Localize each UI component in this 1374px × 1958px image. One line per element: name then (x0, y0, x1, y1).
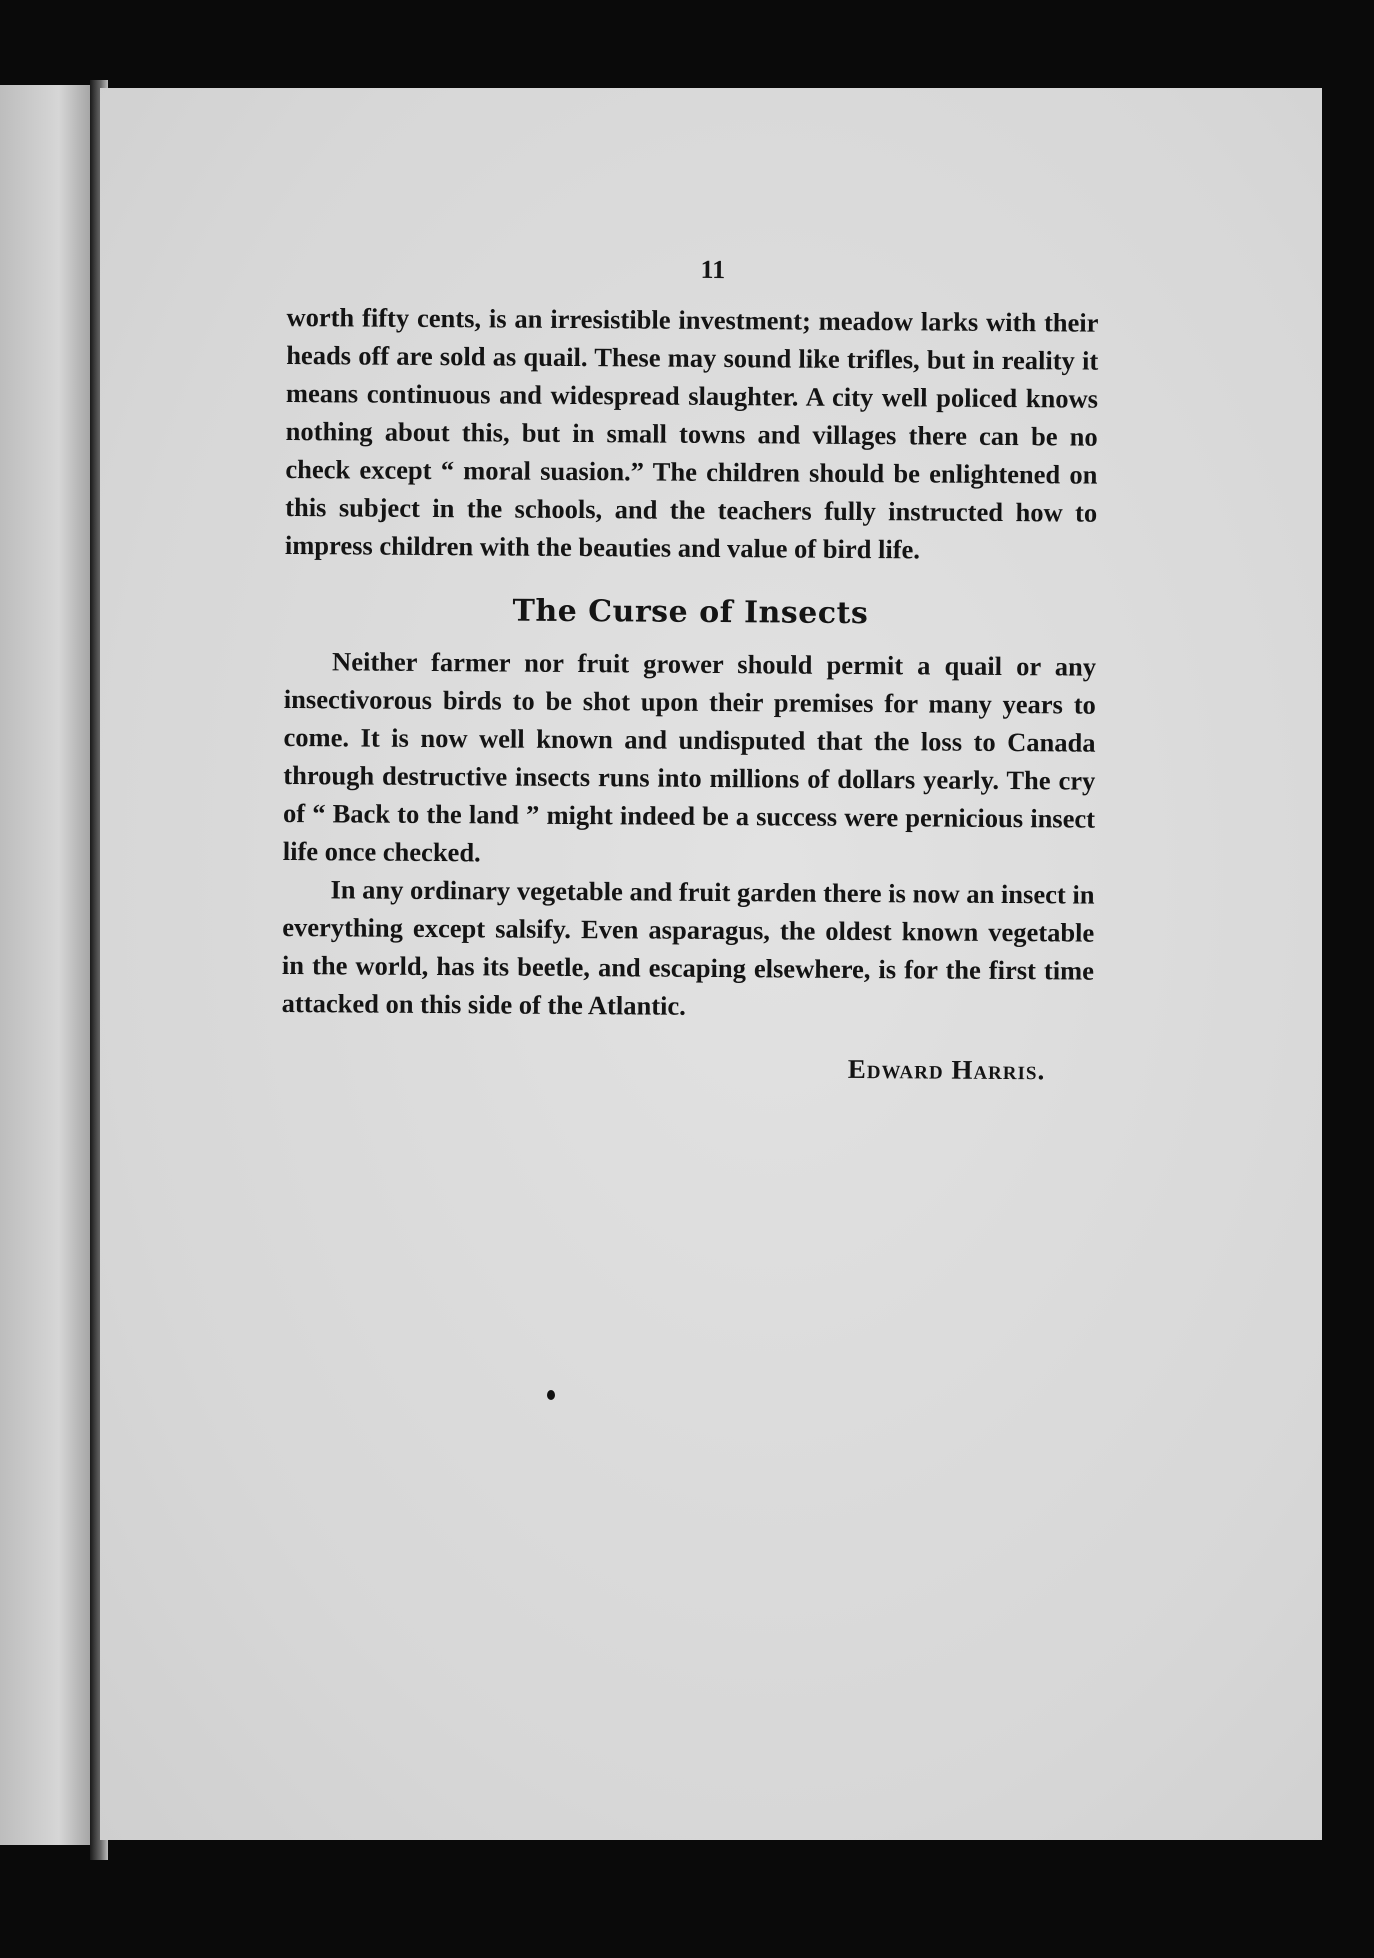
previous-page-edge (0, 85, 98, 1845)
section-paragraph-2: In any ordinary vegetable and fruit garden there is now an insect in everything except salsify. Even asparagus, the oldest known vegetable in the world, has its beetle, and escaping elsewhere, is for the first time attacked on this side of the Atlantic. (281, 874, 1095, 1021)
section-paragraph-1: Neither farmer nor fruit grower should permit a quail or any insectivorous birds to be shot upon their premises for many years to come. It is now well known and undisputed that the loss to Canada through destructive insects runs into millions of dollars yearly. The cry of “ Back to the land ” might indeed be a success were pernicious insect life once checked. (282, 646, 1097, 868)
page-text-block (281, 248, 1099, 1090)
page-number: 11 (700, 254, 726, 285)
section-heading: The Curse of Insects (512, 593, 869, 632)
author-signature: Edward Harris. (847, 1053, 1046, 1086)
page-sheet (100, 88, 1322, 1840)
opening-paragraph: worth fifty cents, is an irresistible investment; meadow larks with their heads off are sold as quail. These may sound like trifles, but in reality it means continuous and widespread slaughter. A city well policed knows nothing about this, but in small towns and villages there can be no check except “ moral suasion.” The children should be enlightened on this subject in the schools, and the teachers fully instructed how to impress children with the beauties and value of bird life. (284, 301, 1099, 565)
ink-speck (547, 1390, 555, 1400)
